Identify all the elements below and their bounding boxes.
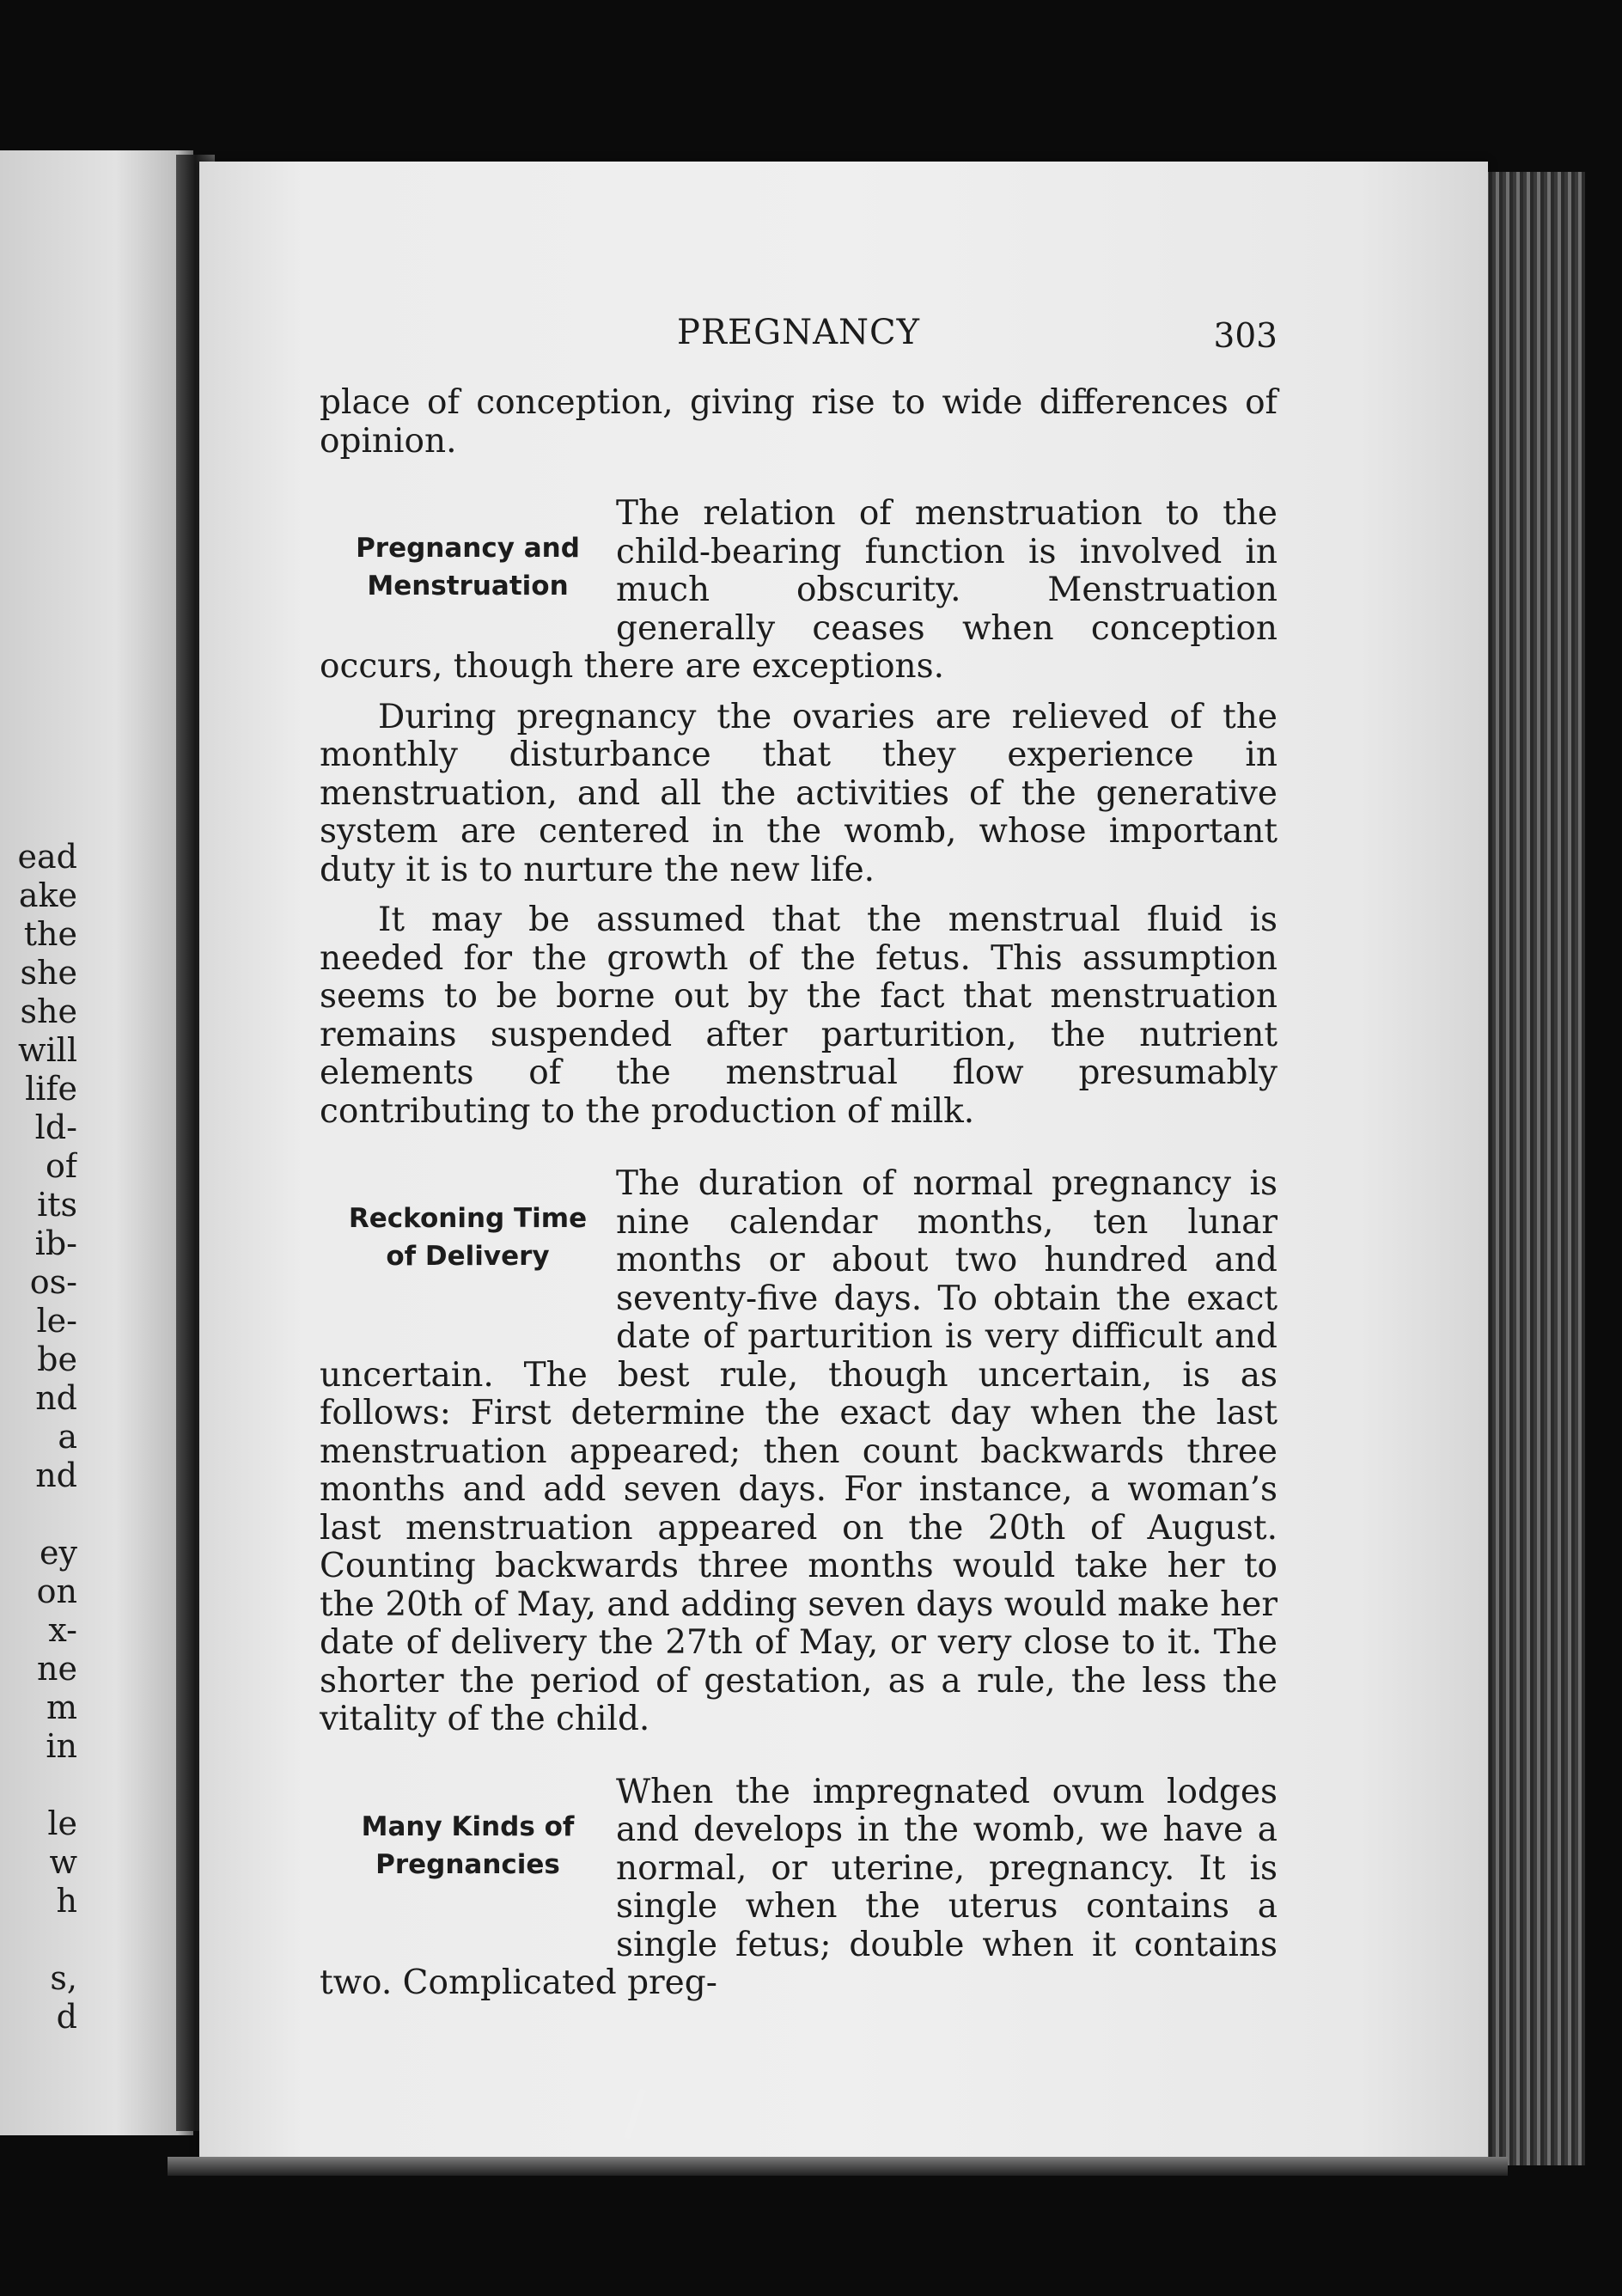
- page-stack-edges: [1482, 172, 1585, 2165]
- fragment-line: be: [37, 1340, 77, 1378]
- fragment-line: d: [56, 1998, 77, 2036]
- fragment-line: ey: [40, 1534, 77, 1572]
- body-paragraph: The duration of normal pregnancy is nine calendar months, ten lunar months or about two hundred and seventy-five days. To obtain the exact date of parturition is very difficult and uncertain. The best rule, though uncertain, is as follows: First determine the exact day when the last menstruation appeared; then count backwards three months and add seven days. For instance, a woman’s last menstruation appeared on the 20th of August. Counting backwards three months would take her to the 20th of May, and adding seven days would make her date of delivery the 27th of May, or very close to it. The shorter the period of gestation, as a rule, the less the vitality of the child.: [320, 1164, 1277, 1738]
- fragment-line: in: [46, 1727, 77, 1765]
- fragment-line: ld-: [34, 1108, 77, 1146]
- fragment-line: nd: [35, 1456, 77, 1494]
- sidenote-line: Pregnancy and: [356, 533, 580, 564]
- fragment-line: m: [46, 1688, 77, 1726]
- fragment-line: she: [20, 992, 77, 1030]
- page-bottom-edge: [168, 2157, 1508, 2176]
- body-paragraph: It may be assumed that the menstrual fluid is needed for the growth of the fetus. This assumption seems to be borne out by the fact that menstruation remains suspended after parturition, the nutrient elements of the menstrual flow presumably contributing to the production of milk.: [320, 901, 1277, 1131]
- facing-page-text-fragments: [0, 838, 77, 2127]
- sidenote: [320, 495, 616, 641]
- page-number: 303: [1213, 317, 1277, 356]
- running-title: PREGNANCY: [676, 313, 921, 352]
- section-pregnancy-and-menstruation: [320, 495, 1277, 687]
- fragment-line: h: [56, 1882, 77, 1920]
- opening-paragraph: place of conception, giving rise to wide differences of opinion.: [320, 383, 1277, 461]
- fragment-line: ead: [17, 838, 77, 876]
- page-content: [320, 314, 1277, 2003]
- fragment-line: on: [36, 1572, 77, 1610]
- fragment-line: its: [37, 1186, 77, 1224]
- fragment-line: of: [46, 1147, 77, 1185]
- running-head: [320, 314, 1277, 365]
- sidenote: [320, 1774, 616, 1958]
- sidenote-line: Pregnancies: [375, 1848, 560, 1880]
- fragment-line: she: [20, 954, 77, 992]
- section-many-kinds-of-pregnancies: [320, 1774, 1277, 2003]
- fragment-line: x-: [48, 1611, 77, 1649]
- sidenote-line: Menstruation: [367, 571, 569, 601]
- fragment-line: os-: [29, 1263, 77, 1301]
- body-paragraph: When the impregnated ovum lodges and develops in the womb, we have a normal, or uterine, pregnancy. It is single when the uterus contains a single fetus; double when it contains two. Complicated preg-: [320, 1772, 1277, 2002]
- fragment-line: le: [47, 1804, 77, 1842]
- fragment-line: [0, 1766, 77, 1804]
- fragment-line: [0, 1920, 77, 1959]
- fragment-line: le-: [36, 1302, 77, 1340]
- body-paragraph: During pregnancy the ovaries are relieved of the monthly disturbance that they experience in menstruation, and all the activities of the generative system are centered in the womb, whose important duty it is to nurture the new life.: [320, 697, 1277, 889]
- sidenote: [320, 1165, 616, 1350]
- fragment-line: [0, 1495, 77, 1534]
- sidenote-line: Reckoning Time: [348, 1203, 588, 1234]
- sidenote-line: of Delivery: [386, 1241, 550, 1272]
- body-paragraph: The relation of menstruation to the child-bearing function is involved in much obscurity. Menstruation generally ceases when conception occurs, though there are exceptions.: [320, 494, 1277, 686]
- fragment-line: will: [18, 1031, 77, 1069]
- fragment-line: ake: [18, 876, 77, 914]
- fragment-line: w: [49, 1843, 77, 1881]
- section-reckoning-time-of-delivery: [320, 1165, 1277, 1739]
- facing-page: [0, 150, 193, 2135]
- fragment-line: a: [58, 1418, 77, 1456]
- sidenote-line: Many Kinds of: [361, 1811, 575, 1842]
- fragment-line: s,: [50, 1959, 77, 1997]
- fragment-line: ne: [37, 1650, 77, 1688]
- fragment-line: ib-: [34, 1224, 77, 1262]
- fragment-line: the: [23, 915, 77, 953]
- fragment-line: life: [25, 1070, 77, 1108]
- fragment-line: nd: [35, 1379, 77, 1417]
